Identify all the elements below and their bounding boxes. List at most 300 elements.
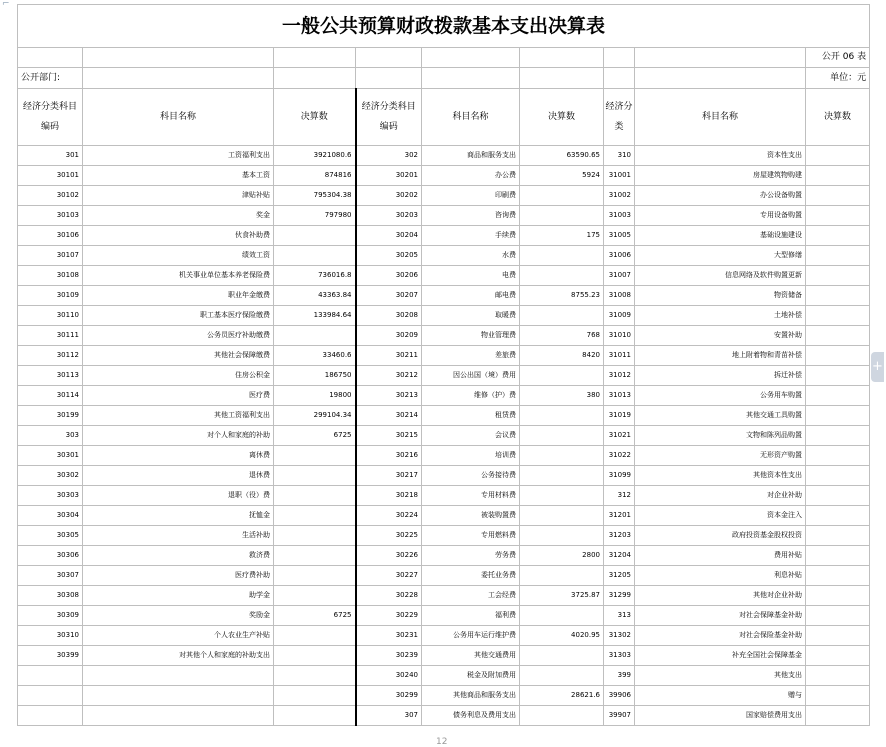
name-cell[interactable]: 其他社会保障缴费 — [83, 346, 274, 366]
name-cell[interactable]: 取暖费 — [422, 306, 520, 326]
name-cell[interactable] — [83, 686, 274, 706]
code-cell[interactable]: 30240 — [356, 666, 422, 686]
name-cell[interactable]: 退职（役）费 — [83, 486, 274, 506]
name-cell[interactable]: 基础设施建设 — [635, 226, 806, 246]
cell[interactable] — [83, 48, 274, 68]
table-row — [18, 506, 870, 526]
code-cell[interactable]: 31012 — [604, 366, 635, 386]
name-cell[interactable]: 工会经费 — [422, 586, 520, 606]
amount-cell[interactable] — [806, 586, 870, 606]
amount-cell[interactable] — [806, 526, 870, 546]
code-cell[interactable]: 30215 — [356, 426, 422, 446]
cell[interactable] — [83, 68, 274, 89]
name-cell[interactable]: 福利费 — [422, 606, 520, 626]
amount-cell[interactable] — [806, 626, 870, 646]
amount-cell[interactable]: 797980 — [274, 206, 356, 226]
amount-cell[interactable]: 4020.95 — [520, 626, 604, 646]
amount-cell[interactable] — [274, 566, 356, 586]
expand-panel-button[interactable] — [871, 352, 884, 382]
cell[interactable] — [274, 68, 356, 89]
amount-cell[interactable] — [520, 466, 604, 486]
code-cell[interactable]: 307 — [356, 706, 422, 726]
code-cell[interactable]: 30103 — [18, 206, 83, 226]
cell[interactable] — [520, 48, 604, 68]
name-cell[interactable]: 会议费 — [422, 426, 520, 446]
code-cell[interactable]: 30301 — [18, 446, 83, 466]
amount-cell[interactable]: 186750 — [274, 366, 356, 386]
amount-cell[interactable] — [806, 166, 870, 186]
cell[interactable] — [635, 48, 806, 68]
name-cell[interactable]: 国家赔偿费用支出 — [635, 706, 806, 726]
amount-cell[interactable] — [520, 426, 604, 446]
name-cell[interactable]: 电费 — [422, 266, 520, 286]
amount-cell[interactable] — [274, 226, 356, 246]
amount-cell[interactable]: 175 — [520, 226, 604, 246]
name-cell[interactable] — [83, 706, 274, 726]
amount-cell[interactable]: 3725.87 — [520, 586, 604, 606]
amount-cell[interactable] — [274, 466, 356, 486]
code-cell[interactable]: 30304 — [18, 506, 83, 526]
name-cell[interactable]: 其他交通费用 — [422, 646, 520, 666]
code-cell[interactable]: 313 — [604, 606, 635, 626]
name-cell[interactable]: 拆迁补偿 — [635, 366, 806, 386]
code-cell[interactable]: 30207 — [356, 286, 422, 306]
code-cell[interactable]: 30299 — [356, 686, 422, 706]
name-cell[interactable]: 其他交通工具购置 — [635, 406, 806, 426]
amount-cell[interactable]: 8420 — [520, 346, 604, 366]
amount-cell[interactable]: 6725 — [274, 426, 356, 446]
name-cell[interactable]: 劳务费 — [422, 546, 520, 566]
code-cell[interactable]: 31302 — [604, 626, 635, 646]
name-cell[interactable]: 大型修缮 — [635, 246, 806, 266]
name-cell[interactable]: 退休费 — [83, 466, 274, 486]
code-cell[interactable]: 30228 — [356, 586, 422, 606]
name-cell[interactable]: 物资储备 — [635, 286, 806, 306]
amount-cell[interactable] — [806, 606, 870, 626]
code-cell[interactable]: 30231 — [356, 626, 422, 646]
name-cell[interactable]: 培训费 — [422, 446, 520, 466]
code-cell[interactable]: 31001 — [604, 166, 635, 186]
name-cell[interactable]: 医疗费补助 — [83, 566, 274, 586]
code-cell[interactable]: 30110 — [18, 306, 83, 326]
table-body — [18, 146, 870, 726]
amount-cell[interactable] — [520, 486, 604, 506]
amount-cell[interactable] — [274, 666, 356, 686]
amount-cell[interactable]: 2800 — [520, 546, 604, 566]
name-cell[interactable]: 咨询费 — [422, 206, 520, 226]
amount-cell[interactable] — [274, 646, 356, 666]
cell[interactable] — [274, 48, 356, 68]
name-cell[interactable]: 职工基本医疗保险缴费 — [83, 306, 274, 326]
code-cell[interactable]: 31019 — [604, 406, 635, 426]
table-row — [18, 626, 870, 646]
code-cell[interactable]: 30306 — [18, 546, 83, 566]
name-cell[interactable]: 医疗费 — [83, 386, 274, 406]
name-cell[interactable]: 对社会保障基金补助 — [635, 606, 806, 626]
name-cell[interactable]: 税金及附加费用 — [422, 666, 520, 686]
code-cell[interactable]: 30199 — [18, 406, 83, 426]
amount-cell[interactable] — [520, 666, 604, 686]
amount-cell[interactable] — [274, 446, 356, 466]
name-cell[interactable]: 利息补贴 — [635, 566, 806, 586]
code-cell[interactable]: 39906 — [604, 686, 635, 706]
name-cell[interactable]: 债务利息及费用支出 — [422, 706, 520, 726]
amount-cell[interactable] — [806, 706, 870, 726]
amount-cell[interactable]: 43363.84 — [274, 286, 356, 306]
name-cell[interactable]: 无形资产购置 — [635, 446, 806, 466]
amount-cell[interactable]: 8755.23 — [520, 286, 604, 306]
code-cell[interactable]: 30217 — [356, 466, 422, 486]
name-cell[interactable]: 生活补助 — [83, 526, 274, 546]
amount-cell[interactable] — [806, 506, 870, 526]
cell[interactable] — [422, 68, 520, 89]
amount-cell[interactable]: 874816 — [274, 166, 356, 186]
amount-cell[interactable] — [274, 706, 356, 726]
code-cell[interactable]: 30106 — [18, 226, 83, 246]
amount-cell[interactable] — [806, 186, 870, 206]
code-cell[interactable] — [18, 706, 83, 726]
code-cell[interactable]: 30211 — [356, 346, 422, 366]
code-cell[interactable]: 30310 — [18, 626, 83, 646]
code-cell[interactable]: 30226 — [356, 546, 422, 566]
code-cell[interactable]: 31009 — [604, 306, 635, 326]
name-cell[interactable]: 邮电费 — [422, 286, 520, 306]
name-cell[interactable]: 助学金 — [83, 586, 274, 606]
amount-cell[interactable] — [806, 346, 870, 366]
header-name2: 科目名称 — [422, 89, 520, 146]
code-cell[interactable]: 31003 — [604, 206, 635, 226]
code-cell[interactable]: 30203 — [356, 206, 422, 226]
name-cell[interactable]: 专用设备购置 — [635, 206, 806, 226]
amount-cell[interactable] — [806, 386, 870, 406]
name-cell[interactable]: 信息网络及软件购置更新 — [635, 266, 806, 286]
code-cell[interactable]: 31013 — [604, 386, 635, 406]
code-cell[interactable] — [18, 666, 83, 686]
code-cell[interactable]: 30101 — [18, 166, 83, 186]
page-title: 一般公共预算财政拨款基本支出决算表 — [18, 5, 870, 48]
name-cell[interactable]: 奖金 — [83, 206, 274, 226]
name-cell[interactable]: 专用燃料费 — [422, 526, 520, 546]
amount-cell[interactable]: 63590.65 — [520, 146, 604, 166]
amount-cell[interactable] — [520, 266, 604, 286]
amount-cell[interactable] — [520, 306, 604, 326]
table-row — [18, 466, 870, 486]
name-cell[interactable]: 机关事业单位基本养老保险费 — [83, 266, 274, 286]
amount-cell[interactable] — [806, 486, 870, 506]
amount-cell[interactable] — [274, 246, 356, 266]
header-name3: 科目名称 — [635, 89, 806, 146]
code-cell[interactable]: 30112 — [18, 346, 83, 366]
name-cell[interactable]: 资本金注入 — [635, 506, 806, 526]
amount-cell[interactable] — [806, 686, 870, 706]
amount-cell[interactable] — [806, 306, 870, 326]
amount-cell[interactable] — [806, 406, 870, 426]
table-row — [18, 146, 870, 166]
code-cell[interactable]: 30208 — [356, 306, 422, 326]
code-cell[interactable]: 30206 — [356, 266, 422, 286]
code-cell[interactable]: 30102 — [18, 186, 83, 206]
amount-cell[interactable]: 768 — [520, 326, 604, 346]
amount-cell[interactable] — [520, 206, 604, 226]
form-number-cell[interactable]: 公开 06 表 — [806, 48, 870, 68]
code-cell[interactable]: 30109 — [18, 286, 83, 306]
name-cell[interactable]: 地上附着物和青苗补偿 — [635, 346, 806, 366]
name-cell[interactable]: 其他支出 — [635, 666, 806, 686]
code-cell[interactable]: 30308 — [18, 586, 83, 606]
code-cell[interactable]: 30108 — [18, 266, 83, 286]
name-cell[interactable]: 其他对企业补助 — [635, 586, 806, 606]
code-cell[interactable]: 301 — [18, 146, 83, 166]
name-cell[interactable]: 商品和服务支出 — [422, 146, 520, 166]
name-cell[interactable]: 离休费 — [83, 446, 274, 466]
code-cell[interactable]: 30307 — [18, 566, 83, 586]
code-cell[interactable]: 302 — [356, 146, 422, 166]
code-cell[interactable]: 31205 — [604, 566, 635, 586]
name-cell[interactable]: 伙食补助费 — [83, 226, 274, 246]
code-cell[interactable]: 310 — [604, 146, 635, 166]
amount-cell[interactable] — [806, 566, 870, 586]
amount-cell[interactable] — [520, 246, 604, 266]
amount-cell[interactable] — [274, 686, 356, 706]
amount-cell[interactable] — [274, 626, 356, 646]
table-row — [18, 286, 870, 306]
name-cell[interactable]: 差旅费 — [422, 346, 520, 366]
code-cell[interactable]: 30399 — [18, 646, 83, 666]
page-number: 12 — [436, 737, 448, 747]
name-cell[interactable]: 对个人和家庭的补助 — [83, 426, 274, 446]
code-cell[interactable]: 30303 — [18, 486, 83, 506]
amount-cell[interactable] — [806, 206, 870, 226]
code-cell[interactable]: 30209 — [356, 326, 422, 346]
code-cell[interactable]: 31299 — [604, 586, 635, 606]
code-cell[interactable]: 39907 — [604, 706, 635, 726]
code-cell[interactable]: 30239 — [356, 646, 422, 666]
name-cell[interactable]: 赠与 — [635, 686, 806, 706]
table-row — [18, 546, 870, 566]
name-cell[interactable]: 公务员医疗补助缴费 — [83, 326, 274, 346]
code-cell[interactable]: 30227 — [356, 566, 422, 586]
name-cell[interactable]: 维修（护）费 — [422, 386, 520, 406]
name-cell[interactable]: 其他工资福利支出 — [83, 406, 274, 426]
code-cell[interactable]: 30204 — [356, 226, 422, 246]
header-amount2: 决算数 — [520, 89, 604, 146]
table-row — [18, 346, 870, 366]
spreadsheet — [17, 4, 870, 726]
code-cell[interactable] — [18, 686, 83, 706]
cell[interactable] — [604, 48, 635, 68]
name-cell[interactable]: 补充全国社会保障基金 — [635, 646, 806, 666]
name-cell[interactable]: 基本工资 — [83, 166, 274, 186]
amount-cell[interactable]: 736016.8 — [274, 266, 356, 286]
amount-cell[interactable] — [274, 326, 356, 346]
cell[interactable] — [635, 68, 806, 89]
amount-cell[interactable] — [520, 646, 604, 666]
name-cell[interactable]: 手续费 — [422, 226, 520, 246]
amount-cell[interactable] — [520, 606, 604, 626]
amount-cell[interactable] — [274, 506, 356, 526]
code-cell[interactable]: 31010 — [604, 326, 635, 346]
code-cell[interactable]: 30305 — [18, 526, 83, 546]
amount-cell[interactable] — [520, 406, 604, 426]
code-cell[interactable]: 30212 — [356, 366, 422, 386]
amount-cell[interactable]: 3921080.6 — [274, 146, 356, 166]
amount-cell[interactable]: 19800 — [274, 386, 356, 406]
amount-cell[interactable]: 133984.64 — [274, 306, 356, 326]
name-cell[interactable]: 办公设备购置 — [635, 186, 806, 206]
amount-cell[interactable] — [806, 546, 870, 566]
blank-row — [18, 48, 870, 68]
amount-cell[interactable] — [274, 486, 356, 506]
cell[interactable] — [520, 68, 604, 89]
code-cell[interactable]: 30214 — [356, 406, 422, 426]
code-cell[interactable]: 31303 — [604, 646, 635, 666]
name-cell[interactable]: 资本性支出 — [635, 146, 806, 166]
amount-cell[interactable]: 380 — [520, 386, 604, 406]
code-cell[interactable]: 303 — [18, 426, 83, 446]
code-cell[interactable]: 30225 — [356, 526, 422, 546]
amount-cell[interactable] — [520, 446, 604, 466]
cell[interactable] — [18, 48, 83, 68]
amount-cell[interactable] — [274, 546, 356, 566]
code-cell[interactable]: 31006 — [604, 246, 635, 266]
code-cell[interactable]: 30309 — [18, 606, 83, 626]
header-amount1: 决算数 — [274, 89, 356, 146]
amount-cell[interactable] — [520, 186, 604, 206]
name-cell[interactable]: 对企业补助 — [635, 486, 806, 506]
cell[interactable] — [356, 68, 422, 89]
code-cell[interactable]: 31201 — [604, 506, 635, 526]
code-cell[interactable]: 30302 — [18, 466, 83, 486]
name-cell[interactable]: 因公出国（境）费用 — [422, 366, 520, 386]
amount-cell[interactable] — [806, 666, 870, 686]
amount-cell[interactable] — [806, 146, 870, 166]
name-cell[interactable]: 房屋建筑物购建 — [635, 166, 806, 186]
name-cell[interactable]: 政府投资基金股权投资 — [635, 526, 806, 546]
name-cell[interactable]: 被装购置费 — [422, 506, 520, 526]
amount-cell[interactable] — [520, 506, 604, 526]
amount-cell[interactable] — [806, 246, 870, 266]
code-cell[interactable]: 30224 — [356, 506, 422, 526]
amount-cell[interactable] — [806, 266, 870, 286]
amount-cell[interactable] — [806, 446, 870, 466]
cell[interactable] — [356, 48, 422, 68]
table-row — [18, 386, 870, 406]
name-cell[interactable]: 绩效工资 — [83, 246, 274, 266]
name-cell[interactable]: 公务接待费 — [422, 466, 520, 486]
amount-cell[interactable]: 6725 — [274, 606, 356, 626]
amount-cell[interactable] — [520, 526, 604, 546]
code-cell[interactable]: 30216 — [356, 446, 422, 466]
amount-cell[interactable]: 28621.6 — [520, 686, 604, 706]
code-cell[interactable]: 31011 — [604, 346, 635, 366]
amount-cell[interactable] — [520, 366, 604, 386]
code-cell[interactable]: 31204 — [604, 546, 635, 566]
table-row — [18, 606, 870, 626]
cell[interactable] — [422, 48, 520, 68]
code-cell[interactable]: 30202 — [356, 186, 422, 206]
code-cell[interactable]: 30111 — [18, 326, 83, 346]
name-cell[interactable]: 奖励金 — [83, 606, 274, 626]
amount-cell[interactable]: 33460.6 — [274, 346, 356, 366]
amount-cell[interactable] — [806, 326, 870, 346]
amount-cell[interactable] — [806, 226, 870, 246]
code-cell[interactable]: 399 — [604, 666, 635, 686]
name-cell[interactable]: 文物和陈列品购置 — [635, 426, 806, 446]
code-cell[interactable]: 31007 — [604, 266, 635, 286]
amount-cell[interactable]: 299104.34 — [274, 406, 356, 426]
name-cell[interactable]: 工资福利支出 — [83, 146, 274, 166]
name-cell[interactable]: 安置补助 — [635, 326, 806, 346]
code-cell[interactable]: 31005 — [604, 226, 635, 246]
name-cell[interactable]: 津贴补贴 — [83, 186, 274, 206]
code-cell[interactable]: 31022 — [604, 446, 635, 466]
name-cell[interactable] — [83, 666, 274, 686]
code-cell[interactable]: 30114 — [18, 386, 83, 406]
amount-cell[interactable] — [520, 706, 604, 726]
name-cell[interactable]: 公务用车购置 — [635, 386, 806, 406]
code-cell[interactable]: 31099 — [604, 466, 635, 486]
name-cell[interactable]: 租赁费 — [422, 406, 520, 426]
name-cell[interactable]: 对其他个人和家庭的补助支出 — [83, 646, 274, 666]
name-cell[interactable]: 抚恤金 — [83, 506, 274, 526]
code-cell[interactable]: 30107 — [18, 246, 83, 266]
code-cell[interactable]: 31008 — [604, 286, 635, 306]
name-cell[interactable]: 印刷费 — [422, 186, 520, 206]
cell[interactable] — [604, 68, 635, 89]
amount-cell[interactable] — [806, 466, 870, 486]
amount-cell[interactable] — [806, 286, 870, 306]
name-cell[interactable]: 专用材料费 — [422, 486, 520, 506]
name-cell[interactable]: 个人农业生产补贴 — [83, 626, 274, 646]
amount-cell[interactable] — [806, 426, 870, 446]
name-cell[interactable]: 住房公积金 — [83, 366, 274, 386]
code-cell[interactable]: 31002 — [604, 186, 635, 206]
amount-cell[interactable] — [274, 586, 356, 606]
amount-cell[interactable] — [806, 646, 870, 666]
table-row — [18, 526, 870, 546]
name-cell[interactable]: 水费 — [422, 246, 520, 266]
code-cell[interactable]: 30213 — [356, 386, 422, 406]
code-cell[interactable]: 30229 — [356, 606, 422, 626]
code-cell[interactable]: 30218 — [356, 486, 422, 506]
code-cell[interactable]: 30201 — [356, 166, 422, 186]
name-cell[interactable]: 物业管理费 — [422, 326, 520, 346]
amount-cell[interactable] — [520, 566, 604, 586]
amount-cell[interactable]: 795304.38 — [274, 186, 356, 206]
code-cell[interactable]: 30113 — [18, 366, 83, 386]
table-row — [18, 486, 870, 506]
name-cell[interactable]: 公务用车运行维护费 — [422, 626, 520, 646]
name-cell[interactable]: 对社会保险基金补助 — [635, 626, 806, 646]
amount-cell[interactable] — [274, 526, 356, 546]
code-cell[interactable]: 30205 — [356, 246, 422, 266]
name-cell[interactable]: 其他资本性支出 — [635, 466, 806, 486]
table-row — [18, 686, 870, 706]
name-cell[interactable]: 土地补偿 — [635, 306, 806, 326]
code-cell[interactable]: 312 — [604, 486, 635, 506]
name-cell[interactable]: 其他商品和服务支出 — [422, 686, 520, 706]
name-cell[interactable]: 委托业务费 — [422, 566, 520, 586]
name-cell[interactable]: 救济费 — [83, 546, 274, 566]
amount-cell[interactable]: 5924 — [520, 166, 604, 186]
name-cell[interactable]: 办公费 — [422, 166, 520, 186]
amount-cell[interactable] — [806, 366, 870, 386]
table-row — [18, 306, 870, 326]
code-cell[interactable]: 31203 — [604, 526, 635, 546]
code-cell[interactable]: 31021 — [604, 426, 635, 446]
name-cell[interactable]: 费用补贴 — [635, 546, 806, 566]
name-cell[interactable]: 职业年金缴费 — [83, 286, 274, 306]
